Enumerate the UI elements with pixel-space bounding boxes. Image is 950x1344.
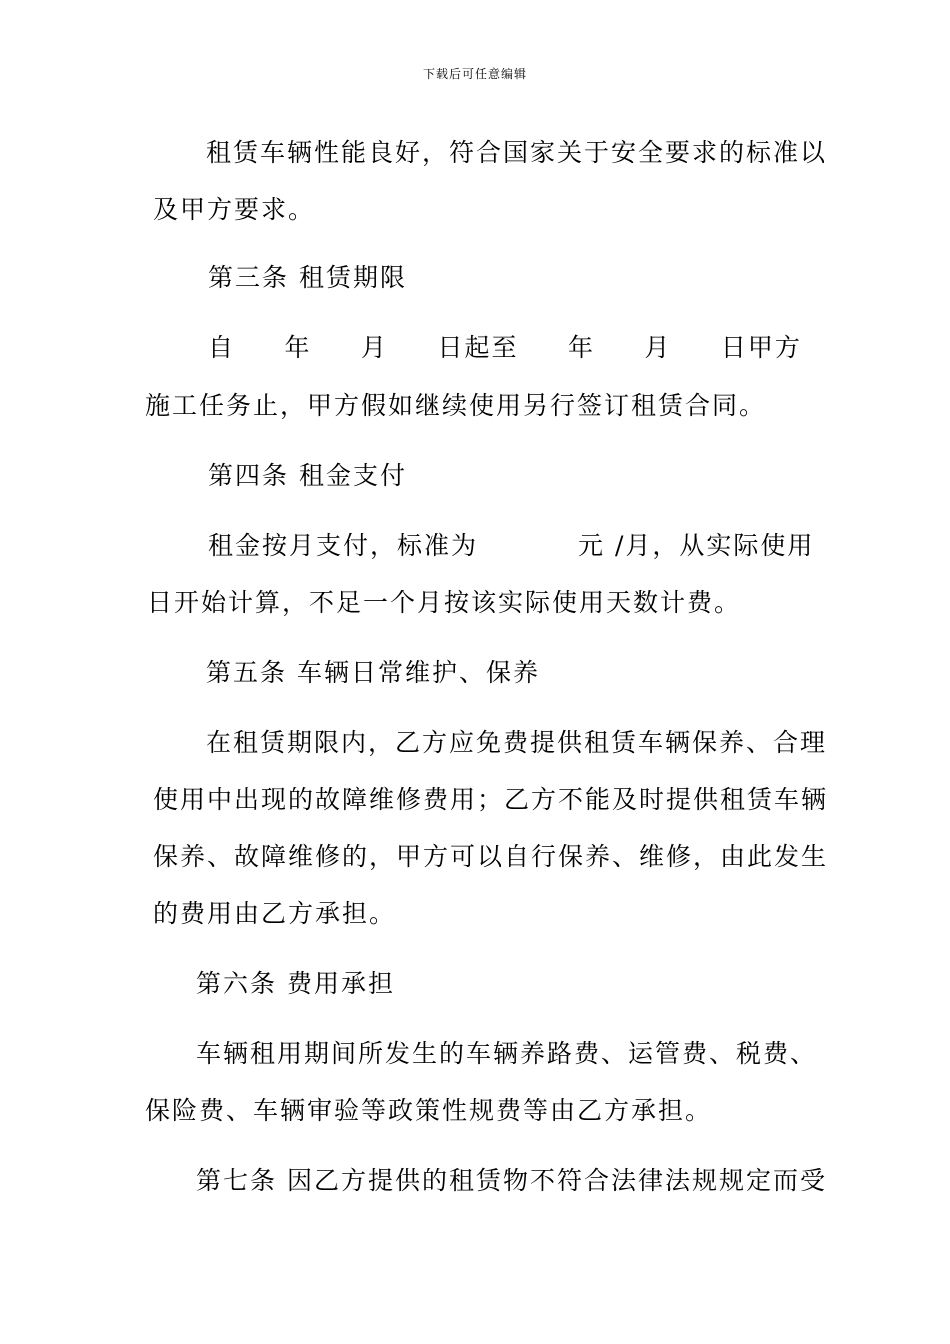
page-header: 下载后可任意编辑 bbox=[422, 67, 527, 81]
period-part: 日甲方 bbox=[720, 333, 802, 362]
section-heading-4: 第四条 租金支付 bbox=[208, 461, 407, 490]
period-part: 月 bbox=[644, 333, 672, 362]
paragraph-line: 车辆租用期间所发生的车辆养路费、运管费、税费、 bbox=[196, 1039, 818, 1068]
rent-text-2: 元 /月，从实际使用 bbox=[578, 531, 815, 560]
paragraph-line: 租赁车辆性能良好，符合国家关于安全要求的标准以 bbox=[206, 138, 828, 167]
section-heading-6: 第六条 费用承担 bbox=[196, 969, 395, 998]
rental-period-line bbox=[208, 331, 802, 365]
period-part: 年 bbox=[567, 333, 595, 362]
section-heading-5: 第五条 车辆日常维护、保养 bbox=[206, 658, 540, 687]
section-heading-3: 第三条 租赁期限 bbox=[208, 263, 407, 292]
period-part: 月 bbox=[360, 333, 388, 362]
period-part: 年 bbox=[284, 333, 312, 362]
period-part: 日起至 bbox=[437, 333, 519, 362]
paragraph-line: 使用中出现的故障维修费用；乙方不能及时提供租赁车辆 bbox=[153, 785, 829, 814]
paragraph-line: 的费用由乙方承担。 bbox=[153, 899, 397, 928]
paragraph-line: 保养、故障维修的，甲方可以自行保养、维修，由此发生 bbox=[153, 842, 829, 871]
paragraph-line: 施工任务止，甲方假如继续使用另行签订租赁合同。 bbox=[145, 391, 767, 420]
rent-text-1: 租金按月支付，标准为 bbox=[208, 531, 479, 560]
paragraph-line: 在租赁期限内，乙方应免费提供租赁车辆保养、合理 bbox=[206, 728, 828, 757]
paragraph-line: 保险费、车辆审验等政策性规费等由乙方承担。 bbox=[145, 1096, 713, 1125]
rent-standard-line bbox=[208, 529, 814, 563]
period-part: 自 bbox=[208, 333, 236, 362]
paragraph-line: 及甲方要求。 bbox=[153, 195, 316, 224]
paragraph-line: 日开始计算，不足一个月按该实际使用天数计费。 bbox=[147, 588, 742, 617]
section-heading-7: 第七条 因乙方提供的租赁物不符合法律法规规定而受 bbox=[196, 1166, 827, 1195]
